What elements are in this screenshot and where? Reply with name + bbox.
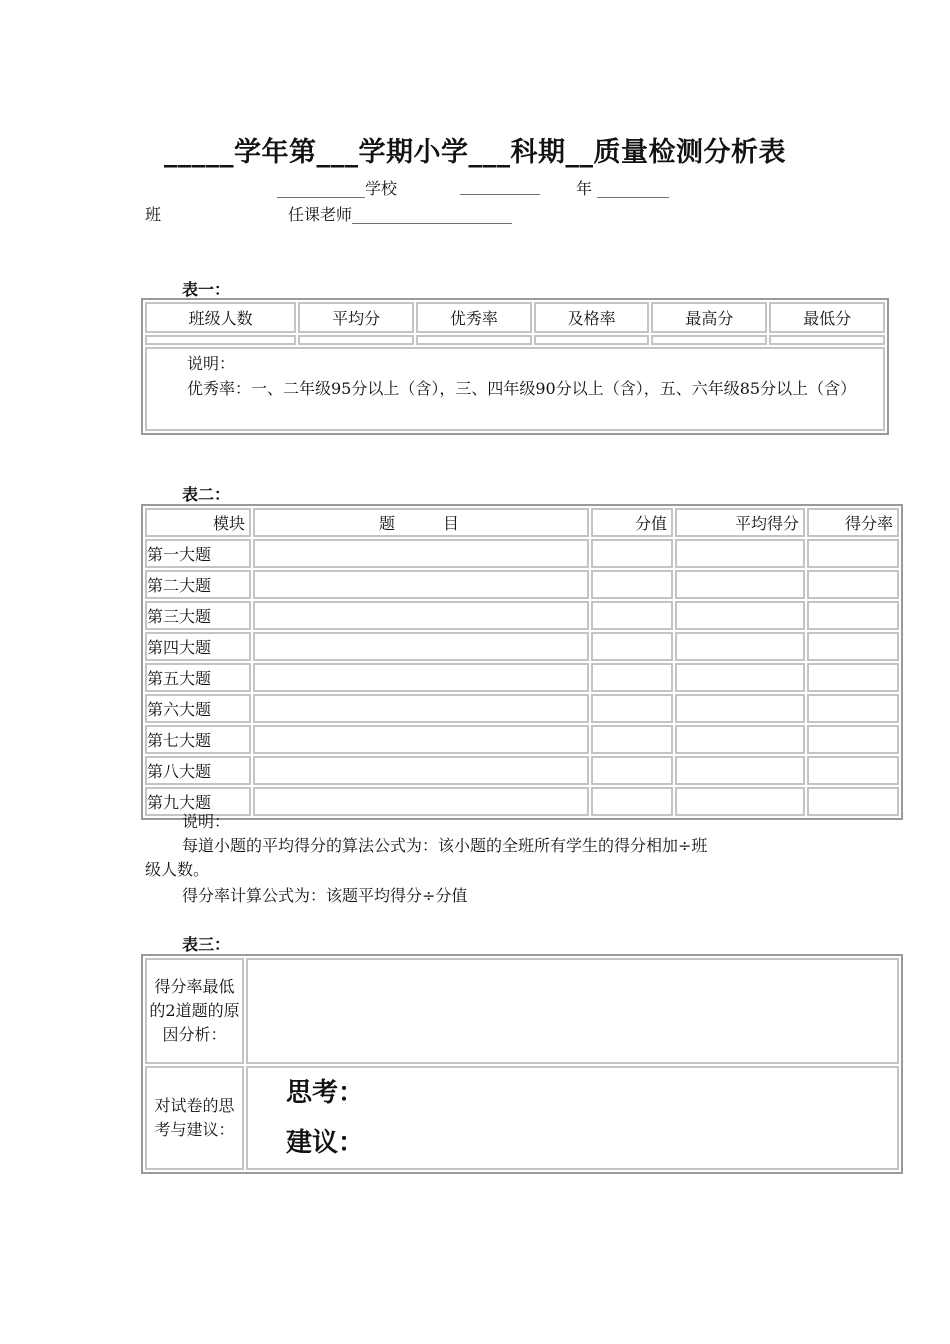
- table-row: [145, 787, 899, 816]
- table1-note-text: 优秀率：一、二年级95分以上（含），三、四年级90分以上（含），五、六年级85分以上（含）: [187, 379, 857, 398]
- table2-row-label: 第三大题: [145, 601, 251, 630]
- page-title: _____学年第___学期小学___科期__质量检测分析表: [164, 137, 786, 168]
- table2-row-label: 第四大题: [145, 632, 251, 661]
- table3-row2-label: 对试卷的思考与建议：: [145, 1066, 244, 1170]
- school-field[interactable]: ___________学校: [277, 179, 398, 198]
- table2-header: 分值: [591, 508, 673, 537]
- table3: [141, 954, 903, 1174]
- table2-cell[interactable]: [253, 694, 589, 723]
- table-row: [145, 508, 899, 537]
- table2-cell[interactable]: [253, 787, 589, 816]
- table2-cell[interactable]: [807, 601, 899, 630]
- grade-field[interactable]: 年 _________: [576, 179, 670, 198]
- table2-cell[interactable]: [675, 725, 805, 754]
- table1-header: 最低分: [769, 302, 885, 333]
- table2-cell[interactable]: [253, 539, 589, 568]
- table1-header: 班级人数: [145, 302, 296, 333]
- table1-cell[interactable]: [416, 335, 532, 345]
- grade-blank[interactable]: __________: [460, 176, 540, 195]
- table2-cell[interactable]: [807, 570, 899, 599]
- table2-cell[interactable]: [807, 632, 899, 661]
- table2-cell[interactable]: [591, 787, 673, 816]
- table2-cell[interactable]: [675, 539, 805, 568]
- table2-row-label: 第八大题: [145, 756, 251, 785]
- table2-caption: 表二：: [182, 485, 231, 504]
- table-row: [145, 601, 899, 630]
- table2-cell[interactable]: [253, 570, 589, 599]
- table1-note-title: 说明：: [187, 354, 236, 373]
- table1-cell[interactable]: [651, 335, 767, 345]
- table2-cell[interactable]: [253, 725, 589, 754]
- table-row: [145, 694, 899, 723]
- table2-cell[interactable]: [253, 632, 589, 661]
- teacher-field[interactable]: 任课老师____________________: [288, 205, 513, 224]
- table2-cell[interactable]: [675, 663, 805, 692]
- note2-line3: 得分率计算公式为：该题平均得分÷分值: [182, 886, 468, 905]
- table2: [141, 504, 903, 820]
- table2-cell[interactable]: [675, 570, 805, 599]
- table2-cell[interactable]: [807, 539, 899, 568]
- table3-row1-label: 得分率最低的2道题的原因分析：: [145, 958, 244, 1064]
- table2-cell[interactable]: [591, 725, 673, 754]
- table1-cell[interactable]: [298, 335, 414, 345]
- table1-header: 平均分: [298, 302, 414, 333]
- table2-row-label: 第五大题: [145, 663, 251, 692]
- table3-analysis-cell[interactable]: [246, 958, 899, 1064]
- table1-header: 及格率: [534, 302, 650, 333]
- table-row: [145, 1066, 899, 1170]
- table2-row-label: 第二大题: [145, 570, 251, 599]
- table2-cell[interactable]: [591, 632, 673, 661]
- table3-suggestion-cell[interactable]: [246, 1066, 899, 1170]
- table1-header: 优秀率: [416, 302, 532, 333]
- table2-header: 模块: [145, 508, 251, 537]
- table2-cell[interactable]: [807, 725, 899, 754]
- table2-cell[interactable]: [807, 787, 899, 816]
- table2-row-label: 第九大题: [145, 787, 251, 816]
- table2-cell[interactable]: [253, 663, 589, 692]
- table2-cell[interactable]: [253, 756, 589, 785]
- table2-header: 得分率: [807, 508, 899, 537]
- table2-cell[interactable]: [675, 787, 805, 816]
- table2-cell[interactable]: [591, 601, 673, 630]
- table1-header: 最高分: [651, 302, 767, 333]
- table2-cell[interactable]: [591, 539, 673, 568]
- table1: [141, 298, 889, 435]
- table2-header: 平均得分: [675, 508, 805, 537]
- class-label: 班: [145, 205, 162, 224]
- table1-cell[interactable]: [534, 335, 650, 345]
- table2-cell[interactable]: [591, 570, 673, 599]
- table-row: [145, 663, 899, 692]
- table2-cell[interactable]: [675, 694, 805, 723]
- table2-row-label: 第一大题: [145, 539, 251, 568]
- table2-cell[interactable]: [591, 694, 673, 723]
- table2-cell[interactable]: [253, 601, 589, 630]
- table-row: [145, 725, 899, 754]
- table-row: [145, 958, 899, 1064]
- table2-cell[interactable]: [807, 694, 899, 723]
- note2-line1: 每道小题的平均得分的算法公式为：该小题的全班所有学生的得分相加÷班: [182, 836, 708, 855]
- table3-caption: 表三：: [182, 935, 231, 954]
- note2-line2: 级人数。: [145, 860, 210, 879]
- table2-header: 题 目: [253, 508, 589, 537]
- table1-caption: 表一：: [182, 280, 231, 299]
- table1-cell[interactable]: [145, 335, 296, 345]
- table-row: [145, 632, 899, 661]
- table2-cell[interactable]: [675, 756, 805, 785]
- table2-cell[interactable]: [675, 601, 805, 630]
- table-row: [145, 539, 899, 568]
- table2-cell[interactable]: [675, 632, 805, 661]
- table2-cell[interactable]: [807, 663, 899, 692]
- table1-note: [145, 347, 885, 431]
- table-row: [145, 570, 899, 599]
- table-row: [145, 302, 885, 333]
- table1-cell[interactable]: [769, 335, 885, 345]
- suggest-label: 建议：: [286, 1128, 365, 1158]
- think-label: 思考：: [286, 1078, 365, 1108]
- table2-cell[interactable]: [807, 756, 899, 785]
- table2-cell[interactable]: [591, 663, 673, 692]
- table-row: [145, 335, 885, 345]
- table-row: [145, 347, 885, 431]
- table2-row-label: 第六大题: [145, 694, 251, 723]
- table2-cell[interactable]: [591, 756, 673, 785]
- note2-title: 说明：: [182, 812, 231, 831]
- table2-row-label: 第七大题: [145, 725, 251, 754]
- table-row: [145, 756, 899, 785]
